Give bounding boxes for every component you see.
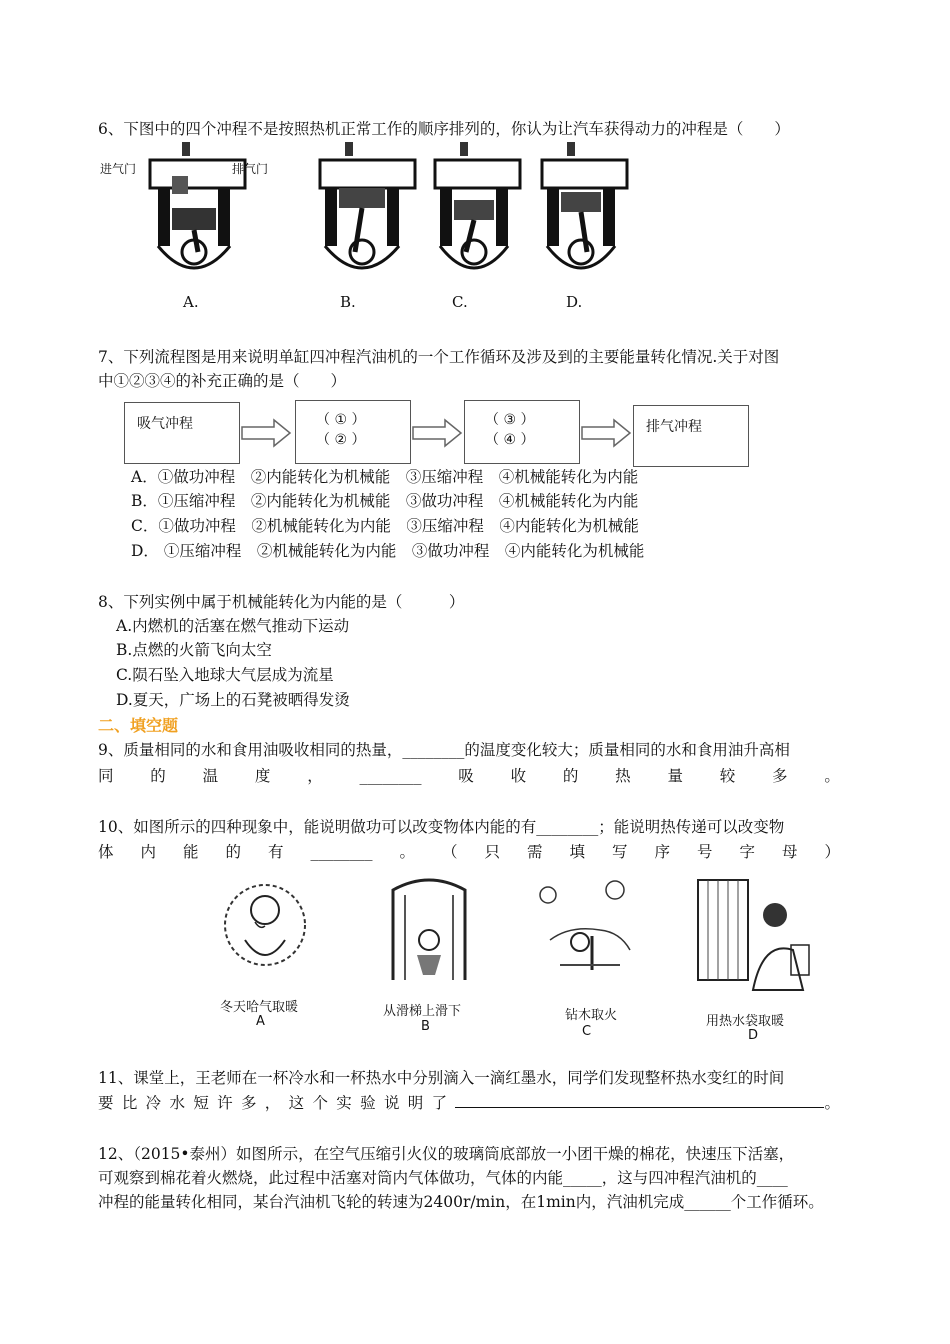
q11-word: 要 [98,1094,114,1112]
q11-word: 验 [360,1094,376,1112]
q10-word: 母 [781,843,798,861]
q9-word: 多 [772,767,788,785]
q11-word: 比 [121,1094,138,1112]
section-heading: 二、填空题 [98,716,179,735]
picture-b-letter: B [421,1019,430,1034]
q12-line2: 可观察到棉花着火燃烧，此过程中活塞对筒内气体做功，气体的内能_____，这与四冲程汽油机的____ [98,1169,788,1187]
q9-word: 的 [562,767,579,785]
q6-option-a: A. [183,293,199,311]
q9-word: 热 [615,767,631,785]
q9-word: 的 [150,767,166,785]
q10-word: ） [824,843,840,861]
q9-word: 量 [667,767,683,785]
q7-stem-line1: 7、下列流程图是用来说明单缸四冲程汽油机的一个工作循环及涉及到的主要能量转化情况.关于对图 [98,348,780,366]
engine-diagram-b [315,140,440,288]
flow-box-exhaust [633,405,749,467]
q11-word: 冷 [145,1094,162,1112]
q10-word: 序 [654,843,670,861]
q11-answer-blank[interactable] [455,1092,824,1108]
q9-word: 度 [254,767,271,785]
q8-option-c: C.陨石坠入地球大气层成为流星 [116,666,334,684]
picture-d-letter: D [748,1028,759,1043]
q8-option-b: B.点燃的火箭飞向太空 [116,641,272,659]
q8-option-a: A.内燃机的活塞在燃气推动下运动 [116,617,350,635]
q9-blank[interactable]: ________ [359,767,422,785]
engine-diagram-a [140,140,265,288]
q10-word: 内 [140,843,157,861]
q10-word: 有 [268,843,284,861]
flow-arrow-1 [240,418,292,448]
q11-word: 许 [217,1094,233,1112]
q10-word: 需 [526,843,543,861]
q10-word: 字 [739,843,755,861]
q11-line2 [98,1091,840,1115]
q11-word: 实 [336,1094,352,1112]
q7-option-c: C．①做功冲程 ②机械能转化为内能 ③压缩冲程 ④内能转化为机械能 [131,517,639,535]
flow-box-exhaust-label: 排气冲程 [646,419,702,435]
q6-option-d: D. [566,293,583,311]
q10-word: 号 [696,843,713,861]
q11-word: 说 [383,1094,400,1112]
flow-box-intake-label: 吸气冲程 [137,416,193,432]
flow-blank-3: （ ③ ） [485,412,535,428]
q11-word: 水 [169,1094,185,1112]
q7-option-a: A．①做功冲程 ②内能转化为机械能 ③压缩冲程 ④机械能转化为内能 [131,468,639,486]
q7-stem-line2: 中①②③④的补充正确的是（ ） [98,372,347,390]
flow-box-intake [124,402,240,464]
flow-arrow-3 [580,418,632,448]
intake-valve-label: 进气门 [100,162,137,176]
picture-d-hot-water-bag [693,870,815,1030]
flow-arrow-2 [411,418,463,448]
q8-option-d: D.夏天，广场上的石凳被晒得发烫 [116,691,350,709]
q12-line1: 12、（2015•泰州）如图所示，在空气压缩引火仪的玻璃筒底部放一小团干燥的棉花，快速压下活塞， [98,1145,795,1163]
flow-blank-4: （ ④ ） [485,432,535,448]
picture-c-letter: C [582,1024,592,1039]
q10-word: 。 [399,843,415,861]
picture-b-caption: 从滑梯上滑下 [383,1004,462,1019]
q11-line2-words [98,1091,447,1115]
q10-word: 能 [183,843,199,861]
q9-line2 [98,764,840,788]
q10-blank[interactable]: ________ [310,843,373,861]
q9-word: 吸 [458,767,474,785]
flow-blank-2: （ ② ） [316,432,366,448]
q11-word: 多 [240,1094,257,1112]
q9-word: 同 [98,767,114,785]
q10-line2 [98,840,840,864]
q10-word: （ [441,843,458,861]
q9-word: 温 [202,767,219,785]
q10-word: 体 [98,843,114,861]
q10-word: 只 [484,843,500,861]
q11-word: 这 [288,1094,305,1112]
engine-diagram-d [537,140,662,288]
picture-c-caption: 钻木取火 [565,1008,618,1023]
flow-blank-1: （ ① ） [316,412,366,428]
q7-option-b: B．①压缩冲程 ②内能转化为机械能 ③做功冲程 ④机械能转化为内能 [131,492,639,510]
q11-line1: 11、课堂上，王老师在一杯冷水和一杯热水中分别滴入一滴红墨水，同学们发现整杯热水变红的时间 [98,1069,785,1087]
q9-line1: 9、质量相同的水和食用油吸收相同的热量，________的温度变化较大；质量相同的水和食用油升高相 [98,741,790,759]
q10-word: 写 [611,843,628,861]
q10-word: 的 [225,843,242,861]
q11-period: 。 [824,1094,840,1112]
exhaust-valve-label: 排气门 [232,162,269,176]
q11-word: 个 [312,1094,328,1112]
q11-word: 短 [193,1094,209,1112]
q10-word: 填 [569,843,585,861]
q7-option-d: D． ①压缩冲程 ②机械能转化为内能 ③做功冲程 ④内能转化为机械能 [131,542,645,560]
q8-stem: 8、下列实例中属于机械能转化为内能的是（ ） [98,593,465,611]
flow-box-2 [295,400,411,464]
q6-option-b: B. [340,293,356,311]
q10-line1: 10、如图所示的四种现象中，能说明做功可以改变物体内能的有________；能说明热传递可以改变物 [98,818,785,836]
q9-word: ， [307,767,323,785]
picture-a-caption: 冬天哈气取暖 [220,1000,299,1015]
q6-stem: 6、下图中的四个冲程不是按照热机正常工作的顺序排列的，你认为让汽车获得动力的冲程是（ ） [98,120,790,138]
q9-word: 收 [510,767,527,785]
q12-line3: 冲程的能量转化相同，某台汽油机飞轮的转速为2400r/min，在1min内，汽油机完成______个工作循环。 [98,1193,824,1211]
flow-box-3 [464,400,580,464]
q11-word: 明 [407,1094,424,1112]
q9-word: 较 [719,767,736,785]
picture-a-letter: A [256,1014,265,1029]
q6-option-c: C. [452,293,468,311]
picture-d-caption: 用热水袋取暖 [706,1014,785,1029]
q11-word: ， [264,1094,281,1112]
q9-word: 。 [824,767,840,785]
q11-word: 了 [431,1094,448,1112]
